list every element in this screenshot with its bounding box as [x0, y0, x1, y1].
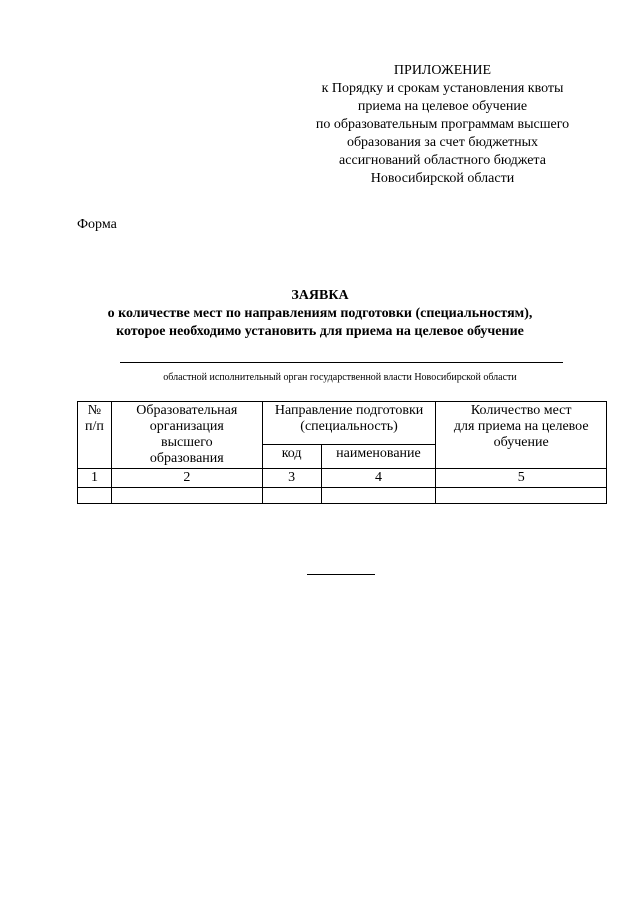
table-header-row [78, 402, 607, 445]
appendix-title: ПРИЛОЖЕНИЕ [393, 63, 492, 78]
appendix-line: приема на целевое обучение [357, 99, 528, 114]
table-number-row [78, 469, 607, 488]
column-number: 1 [78, 469, 112, 488]
header-organization [111, 402, 262, 469]
column-number: 4 [321, 469, 436, 488]
title-line: которое необходимо установить для приема на целевое обучение [116, 324, 524, 339]
header-text: № [87, 403, 102, 418]
header-text: Количество мест [470, 403, 572, 418]
header-quantity [436, 402, 607, 469]
closing-line [307, 574, 375, 575]
header-name: наименование [321, 445, 436, 469]
appendix-line: образования за счет бюджетных [346, 135, 539, 150]
column-number: 2 [111, 469, 262, 488]
appendix-line: к Порядку и срокам установления квоты [321, 81, 564, 96]
table-cell[interactable] [436, 488, 607, 504]
header-direction [262, 402, 436, 445]
table-cell[interactable] [111, 488, 262, 504]
appendix-line: Новосибирской области [370, 171, 515, 186]
appendix-line: ассигнований областного бюджета [339, 153, 546, 168]
appendix-line: по образовательным программам высшего [315, 117, 570, 132]
header-text: высшего [161, 435, 213, 450]
title-heading: ЗАЯВКА [291, 288, 349, 303]
org-caption: областной исполнительный орган государственной власти Новосибирской области [163, 372, 517, 383]
header-text: обучение [493, 435, 549, 450]
column-number: 5 [436, 469, 607, 488]
column-number: 3 [262, 469, 321, 488]
header-number [78, 402, 112, 469]
table-cell[interactable] [321, 488, 436, 504]
request-table [77, 401, 607, 504]
header-text: Направление подготовки [274, 403, 424, 418]
table-row [78, 488, 607, 504]
header-code: код [262, 445, 321, 469]
header-text: п/п [85, 419, 104, 434]
header-text: организация [149, 419, 224, 434]
org-fill-line [120, 362, 563, 363]
table-cell[interactable] [78, 488, 112, 504]
form-label: Форма [77, 217, 117, 232]
header-text: образования [149, 451, 224, 466]
appendix-header [245, 62, 640, 188]
title-line: о количестве мест по направлениям подготовки (специальностям), [107, 306, 533, 321]
document-title [0, 287, 640, 341]
header-text: для приема на целевое [453, 419, 589, 434]
header-text: Образовательная [136, 403, 238, 418]
table-cell[interactable] [262, 488, 321, 504]
header-text: (специальность) [300, 419, 398, 434]
